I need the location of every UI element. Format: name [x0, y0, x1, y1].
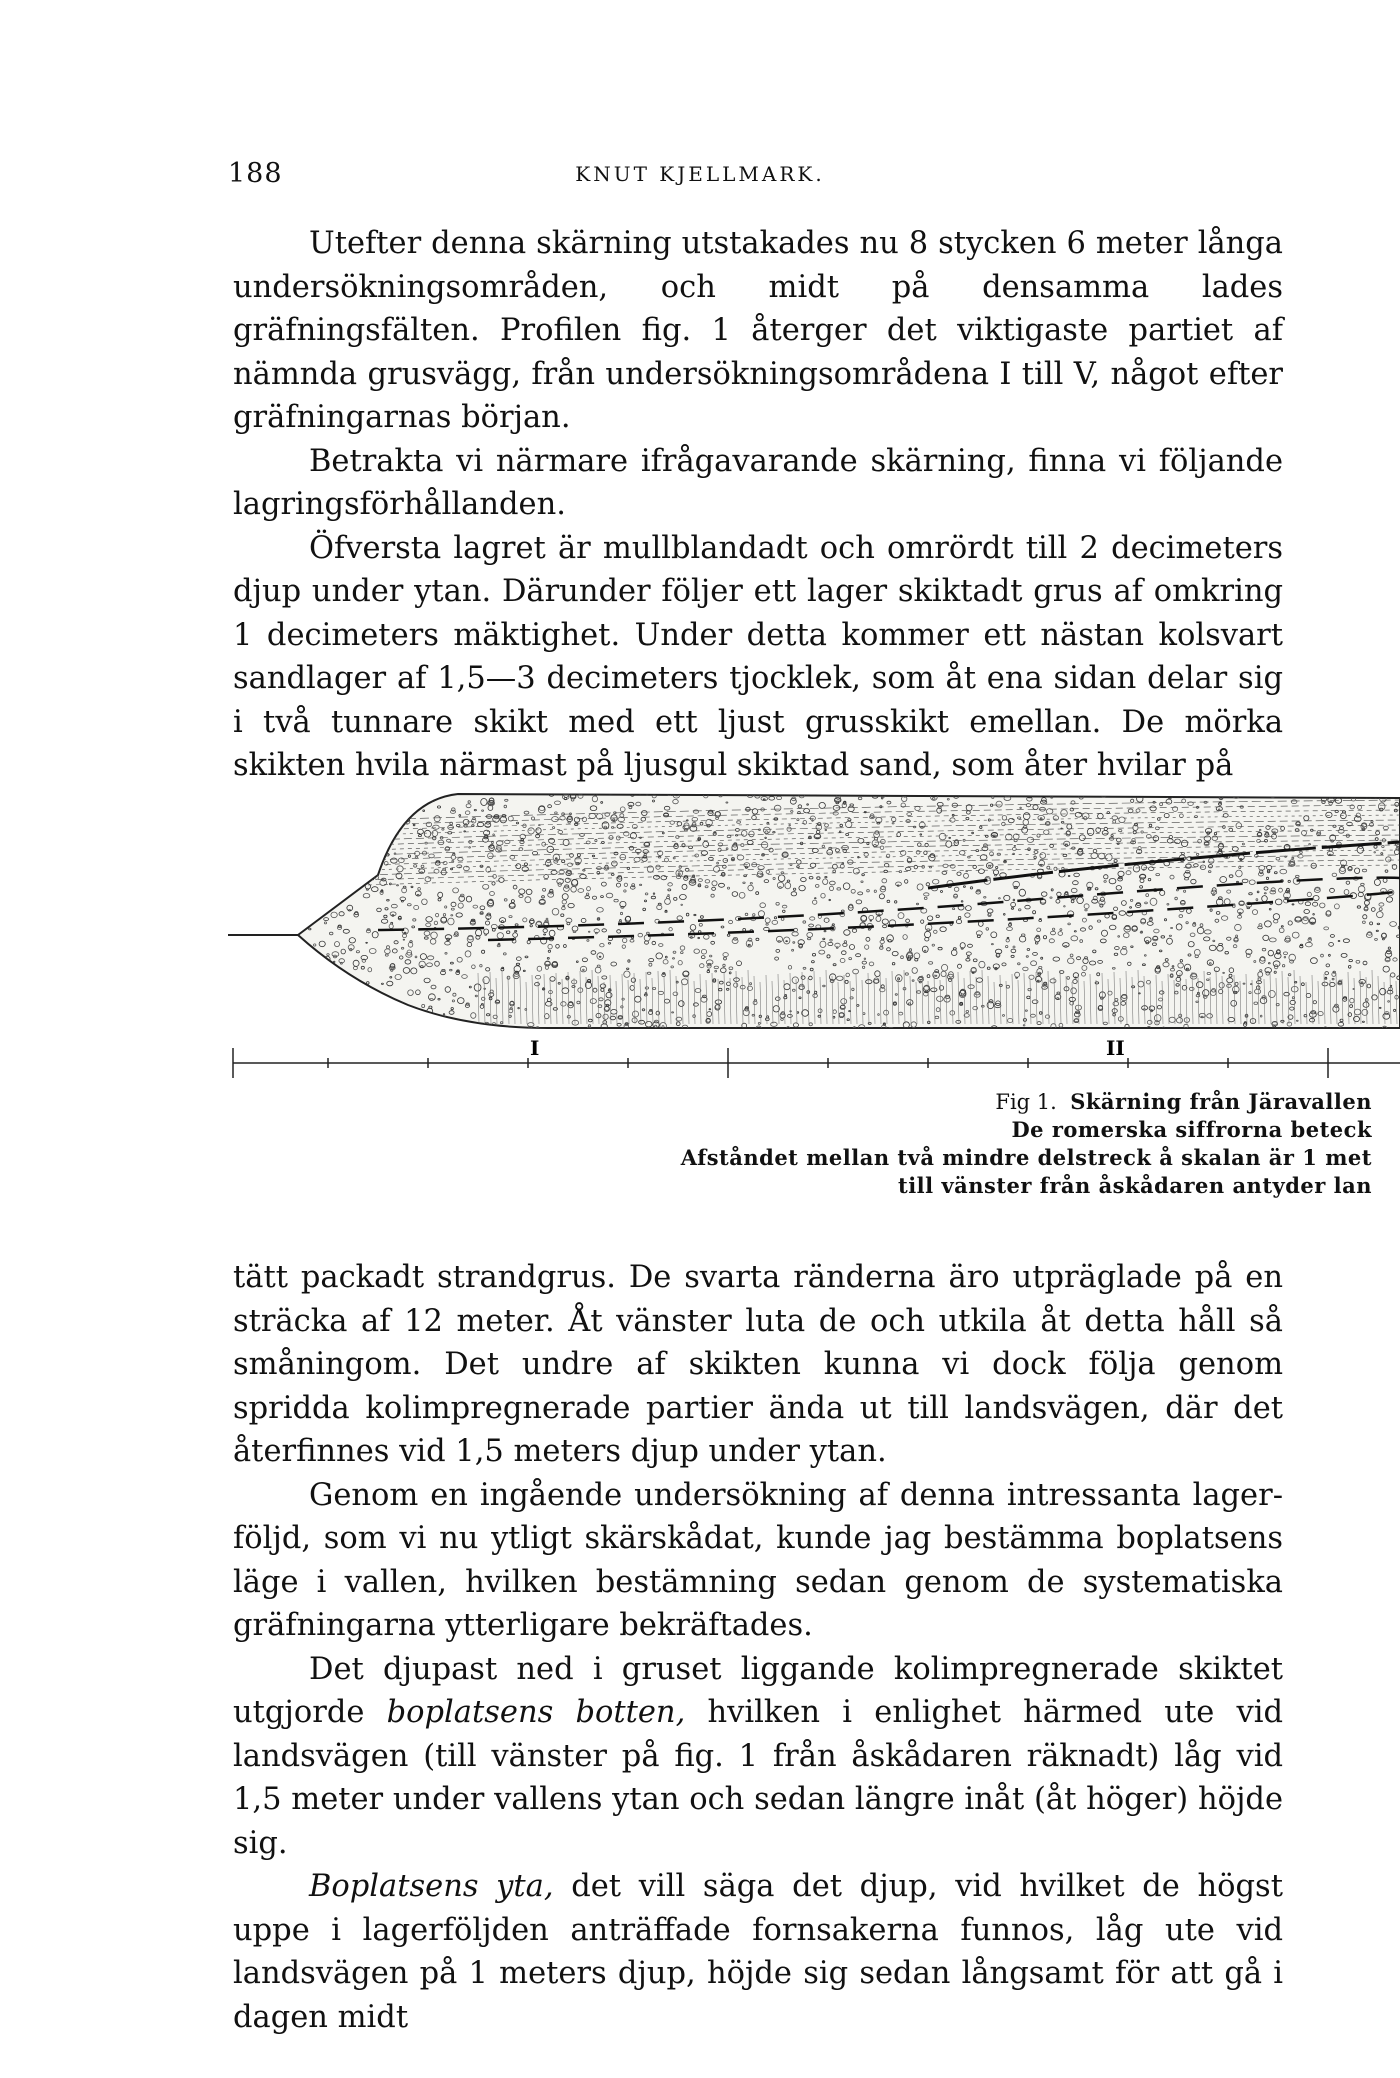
caption-line-1 — [681, 1088, 1372, 1116]
paragraph-text: Det djupast ned i gruset liggande kolimpregnerade skiktet utgjorde — [233, 1651, 1283, 1730]
caption-title: Skärning från Järavallen — [1070, 1089, 1372, 1114]
page-number: 188 — [228, 158, 283, 189]
emphasis-term: boplatsens botten, — [386, 1695, 686, 1730]
caption-label: Fig 1. — [995, 1090, 1057, 1114]
paragraph — [233, 1648, 1283, 1866]
paragraph-text: det vill säga det djup, vid hvilket de högst uppe i lagerföljden anträffade fornsakerna funnos, låg ute vid landsvägen på 1 meters djup, höjde sig sedan långsamt för att gå i dagen midt — [233, 1869, 1283, 2035]
paragraph-text: hvilken i enlighet härmed ute vid landsvägen (till vänster på fig. 1 från åskådaren räknadt) låg vid 1,5 meter under vallens ytan och sedan längre inåt (åt höger) höjde sig. — [233, 1695, 1283, 1861]
paragraph: Betrakta vi närmare ifrågavarande skärning, finna vi följande lagringsförhållanden. — [233, 443, 1283, 522]
emphasis-term: Boplatsens yta, — [309, 1869, 554, 1904]
stratigraphic-profile-drawing — [228, 780, 1400, 1080]
scale-label-ii: II — [1106, 1036, 1125, 1060]
scale-label-i: I — [530, 1036, 540, 1060]
paragraph: tätt packadt strandgrus. De svarta ränderna äro utpräglade på en sträcka af 12 meter. Åt vänster luta de och utkila åt detta håll så småningom. Det undre af skikten kunna vi dock följa genom spridda kolimpregnerade partier ända ut till landsvägen, där det återfinnes vid 1,5 meters djup under ytan. — [233, 1260, 1283, 1469]
caption-line-4: till vänster från åskådaren antyder lan — [898, 1173, 1372, 1198]
body-text-top — [233, 222, 1283, 788]
paragraph — [233, 1865, 1283, 2039]
running-head: KNUT KJELLMARK. — [575, 162, 825, 186]
caption-line-3: Afståndet mellan två mindre delstreck å skalan är 1 met — [680, 1145, 1372, 1170]
figure-caption — [681, 1088, 1372, 1200]
paragraph: Genom en ingående undersökning af denna intressanta lagerföljd, som vi nu ytligt skärskådat, kunde jag bestämma boplatsens läge i vallen, hvilken bestämning sedan genom de systematiska gräfningarna ytterligare bekräftades. — [233, 1477, 1283, 1643]
figure-profile — [228, 780, 1400, 1080]
body-text-bottom — [233, 1256, 1283, 2039]
paragraph: Utefter denna skärning utstakades nu 8 stycken 6 meter långa undersökningsområden, och midt på densamma lades gräfningsfälten. Profilen fig. 1 återger det viktigaste partiet af nämnda grusvägg, från undersökningsområdena I till V, något efter gräfningarnas början. — [233, 226, 1283, 435]
paragraph: Öfversta lagret är mullblandadt och omrördt till 2 decimeters djup under ytan. Därunder följer ett lager skiktadt grus af omkring 1 decimeters mäktighet. Under detta kommer ett nästan kolsvart sandlager af 1,5—3 decimeters tjocklek, som åt ena sidan delar sig i två tunnare skikt med ett ljust grusskikt emellan. De mörka skikten hvila närmast på ljusgul skiktad sand, som åter hvilar på — [233, 530, 1283, 783]
caption-line-2: De romerska siffrorna beteck — [1011, 1117, 1372, 1142]
